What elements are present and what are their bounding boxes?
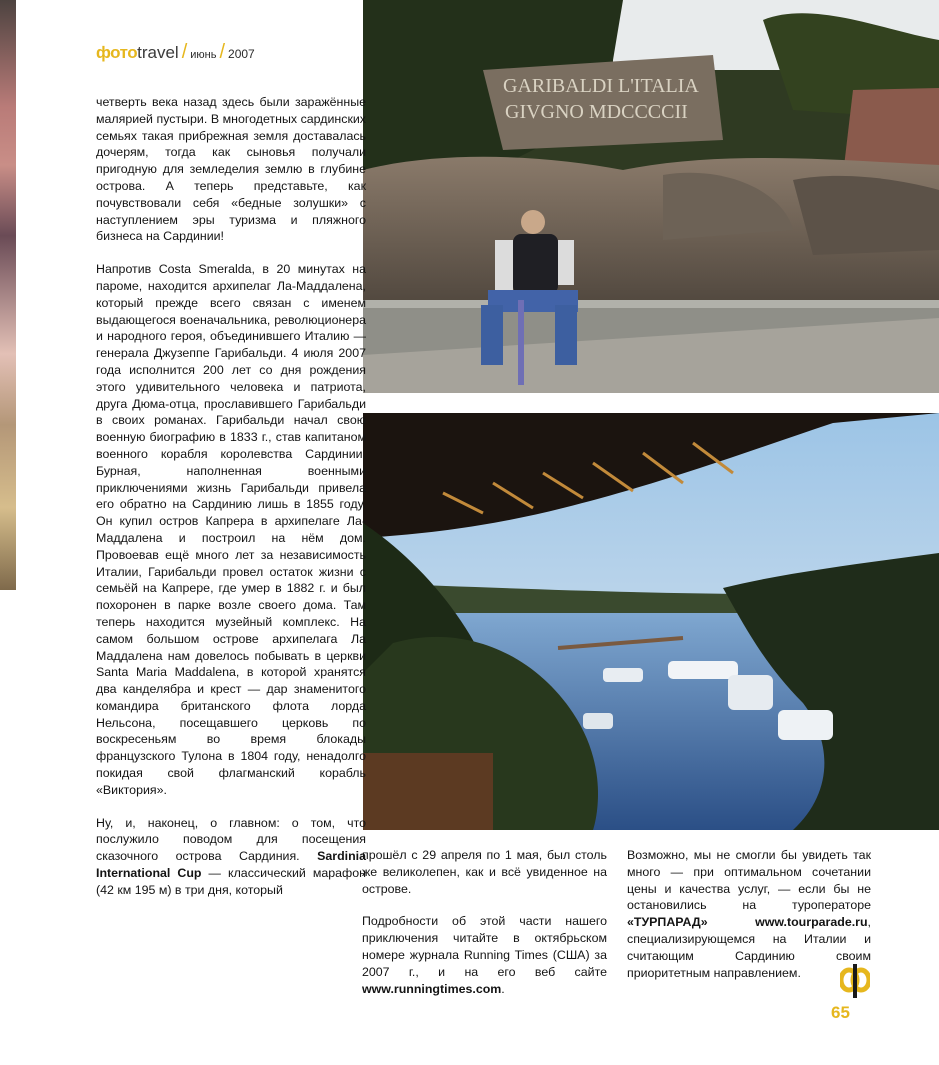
touroperator-name: «ТУРПАРАД» — [627, 915, 708, 930]
event-name: Sardinia International Cup — [96, 849, 366, 881]
text-run: . — [501, 981, 505, 996]
paragraph — [362, 913, 607, 997]
paragraph: прошёл с 29 апреля по 1 мая, был столь же великолепен, как и всё увиденное на острове. — [362, 848, 607, 896]
photo-garibaldi-monument — [363, 0, 939, 393]
paragraph: Напротив Costa Smeralda, в 20 минутах на пароме, находится архипелаг Ла-Маддалена, который прежде всего связан с именем выдающегося военачальника, революционера и народного героя, объединившего Италию — генерала Джузеппе Гарибальди. 4 июля 2007 года исполнится 200 лет со дня рождения этого удивительного человека и патриота, друга Дюма-отца, прославившего Гарибальди в своих романах. Гарибальди начал свою военную биографию в 1833 г., став капитаном военного корабля королевства Сардинии. Бурная, наполненная военными приключениями жизнь Гарибальди привела его обратно на Сардинию лишь в 1855 году. Он купил остров Капрера в архипелаге Ла-Маддалена и построил на нём дом. Провоевав ещё много лет за независимость Италии, Гарибальди провел остаток жизни с семьёй на Капрере, где умер в 1882 г. и был похоронен в парке возле своего дома. Там теперь находится музейный комплекс. На самом большом острове архипелага Ла Маддалена нам довелось побывать в церкви Santa Maria Maddalena, в которой хранятся два канделябра и крест — дар знаменитого командира британского флота лорда Нельсона, посещавшего церковь по воскресеньям во время блокады французского Тулона в 1804 году, ненадолго покидая свой флагманский корабль «Виктория». — [96, 262, 366, 797]
article-column-1 — [96, 94, 366, 899]
brand-photo: фото — [96, 43, 138, 62]
text-run: , специализирующемся на Италии и считающим Сардинию своим приоритетным направлением. — [627, 915, 871, 980]
text-run: Возможно, мы не смогли бы увидеть так много — при оптимальном сочетании цены и качества услуг, — если бы не остановились на туроператоре — [627, 848, 871, 913]
text-run: — классический марафон (42 км 195 м) в три дня, который — [96, 866, 366, 897]
photo-harbor — [363, 413, 939, 830]
page-number: 65 — [831, 1003, 850, 1022]
magazine-logo-icon — [840, 964, 870, 998]
slash-divider: / — [181, 41, 188, 63]
paragraph — [627, 847, 871, 981]
issue-month: июнь — [190, 49, 217, 61]
text-run: Ну, и, наконец, о главном: о том, что послужило поводом для посещения сказочного острова Сардиния. — [96, 815, 366, 864]
paragraph — [96, 815, 366, 899]
article-column-2 — [362, 847, 607, 997]
paragraph: четверть века назад здесь были заражённые малярией пустыри. В многодетных сардинских семьях такая прибрежная земля доставалась дочерям, тогда как сыновья получали пригодную для земледелия землю в глубине острова. А теперь представьте, как почувствовали себя «бедные золушки» с наступлением эры туризма и пляжного бизнеса на Сардинии! — [96, 95, 366, 244]
runningtimes-link[interactable]: www.runningtimes.com — [362, 981, 502, 996]
article-column-3 — [627, 847, 871, 981]
slash-divider: / — [219, 41, 226, 63]
monument-inscription-1: GARIBALDI L'ITALIA — [503, 75, 699, 97]
text-run — [708, 915, 756, 929]
previous-page-edge — [0, 0, 16, 590]
brand-travel: travel — [137, 43, 179, 62]
monument-inscription-2: GIVGNO MDCCCCII — [505, 101, 688, 123]
issue-year: 2007 — [228, 47, 255, 61]
text-run: Подробности об этой части нашего приключения читайте в октябрьском номере журнала Running Times (США) за 2007 г., и на его веб сайте — [362, 914, 607, 979]
magazine-header — [96, 41, 255, 64]
tourparade-link[interactable]: www.tourparade.ru — [755, 915, 868, 930]
